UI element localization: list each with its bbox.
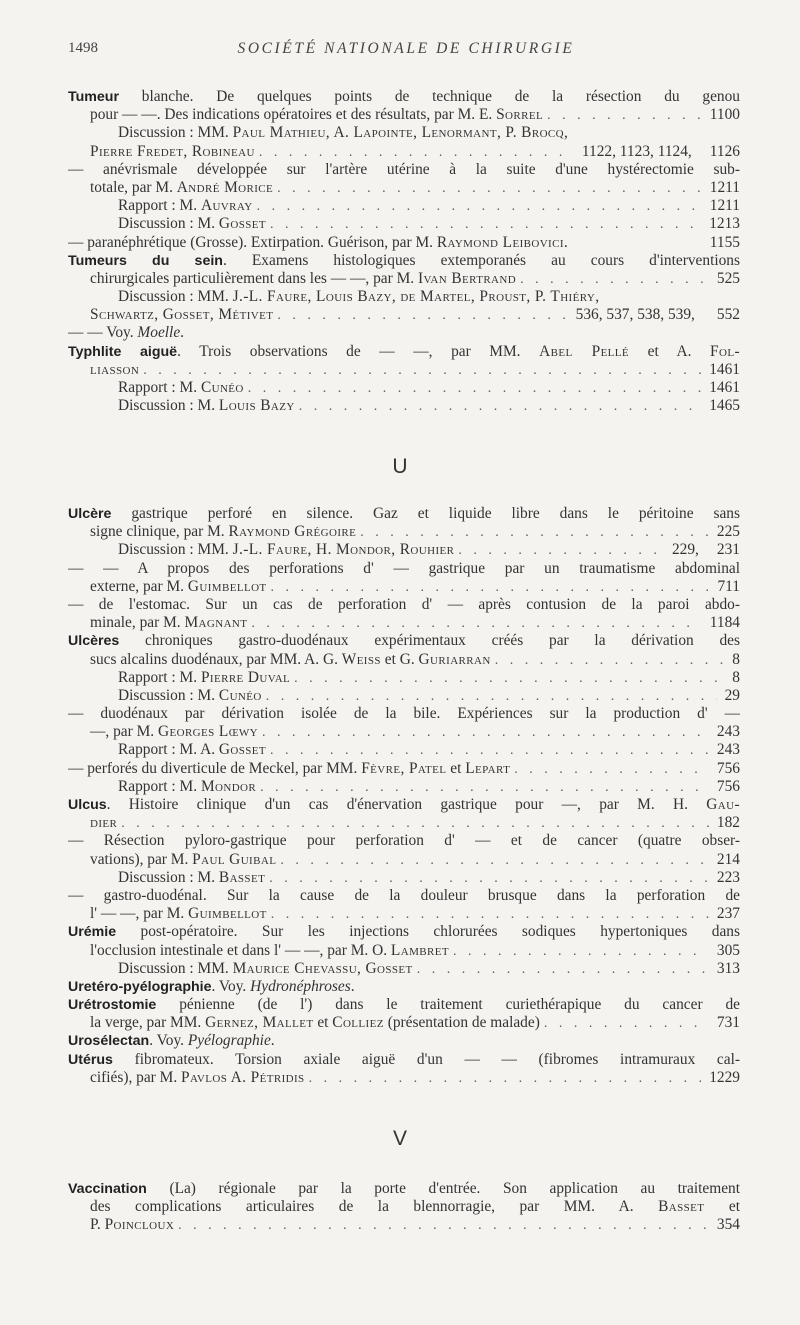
page-ref: 756: [716, 759, 740, 777]
entry-keyword: Ulcus: [68, 797, 107, 813]
page-ref: 8: [732, 650, 740, 668]
entry-keyword: Urétrostomie: [68, 997, 157, 1014]
entry-keyword: Urosélectan: [68, 1033, 150, 1050]
page-ref: 29: [724, 686, 740, 704]
author-name: Lepart: [465, 759, 511, 777]
index-line: Urétrostomie pénienne (de l') dans le traitement curiethérapique du cancer de: [68, 996, 740, 1014]
index-entries: [68, 88, 740, 415]
index-line: Rapport : M. A. Gosset . . . 243: [68, 741, 740, 759]
section-letter-v: V: [392, 1127, 407, 1150]
index-line: Discussion : MM. J.-L. Faure, Louis Bazy, de Martel, Proust, P. Thiéry,: [118, 288, 600, 306]
page-ref: 525: [716, 269, 740, 287]
page-ref: 1155: [709, 233, 740, 251]
author-name: Magnant: [184, 614, 248, 632]
author-name: Georges Lœwy: [157, 723, 259, 741]
index-line: Rapport : M. Cunéo . . . 1461: [68, 379, 740, 397]
author-name: Guriarran: [418, 650, 491, 668]
index-line: — Résection pyloro-gastrique pour perforation d' — et de cancer (quatre obser-: [68, 832, 740, 850]
author-name: Colliez: [332, 1014, 384, 1032]
page-ref: 1126: [709, 142, 740, 160]
author-name: Gosset: [218, 215, 267, 233]
index-line: — gastro-duodénal. Sur la cause de la douleur brusque dans la perforation de: [68, 886, 740, 904]
page-ref: 223: [716, 868, 740, 886]
author-name: dier: [90, 814, 118, 832]
page-ref: 711: [717, 577, 740, 595]
page-ref: 552: [716, 306, 740, 324]
page-ref: 1211: [709, 178, 740, 196]
index-line: signe clinique, par M. Raymond Grégoire . . . 225: [68, 523, 740, 541]
index-line: Urémie post-opératoire. Sur les injections chlorurées sodiques hypertoniques dans: [68, 923, 740, 941]
author-name: Lambret: [390, 941, 449, 959]
index-line: — de l'estomac. Sur un cas de perforation d' — après contusion de la paroi abdo-: [68, 595, 740, 613]
index-line: Tumeur blanche. De quelques points de technique de la résection du genou: [68, 88, 740, 105]
index-entries-u: [68, 505, 740, 1087]
index-line: Rapport : M. Pierre Duval . . . 8: [68, 669, 740, 687]
author-name: liasson: [90, 360, 140, 378]
index-line: Tumeurs du sein. Examens histologiques extemporanés au cours d'interventions: [68, 251, 740, 269]
index-line: l' — —, par M. Guimbellot . . . 237: [68, 905, 740, 923]
index-line: Rapport : M. Mondor . . . 756: [68, 778, 740, 796]
author-name: Poincloux: [104, 1216, 175, 1234]
index-line: la verge, par MM. Gernez, Mallet et Colliez (présentation de malade) . . . 731: [68, 1014, 740, 1032]
index-line: Discussion : M. Basset . . . 223: [68, 869, 740, 887]
author-name: Fèvre, Patel: [361, 759, 447, 777]
page-ref: 229,: [671, 541, 699, 559]
author-name: André Morice: [176, 178, 274, 196]
author-name: J.-L. Faure, H. Mondor, Rouhier: [232, 541, 455, 559]
index-line: [68, 143, 740, 161]
index-line: totale, par M. André Morice . . . 1211: [68, 179, 740, 197]
entry-keyword: Typhlite aiguë: [68, 343, 178, 360]
author-name: Guimbellot: [187, 577, 267, 595]
author-name: Paul Guibal: [192, 850, 277, 868]
index-line: Ulcère gastrique perforé en silence. Gaz et liquide libre dans le péritoine sans: [68, 505, 740, 522]
author-name: J.-L. Faure, Louis Bazy, de Martel, Proust, P. Thiéry,: [232, 288, 600, 306]
page-ref: 182: [716, 814, 740, 832]
page-ref: 237: [716, 905, 740, 923]
index-line: — — Voy. Moelle.: [68, 324, 185, 342]
author-name: Gosset: [218, 741, 267, 759]
page-ref: 536, 537, 538, 539,: [575, 306, 695, 324]
index-entries-v: [68, 1180, 740, 1235]
index-line: Ulcères chroniques gastro-duodénaux expérimentaux créés par la dérivation des: [68, 632, 740, 650]
index-line: minale, par M. Magnant . . . 1184: [68, 614, 740, 632]
author-name: Gernez, Mallet: [205, 1014, 314, 1032]
entry-keyword: Urémie: [68, 924, 117, 941]
author-name: Auvray: [200, 197, 253, 215]
page-ref: 214: [716, 850, 740, 868]
index-line: Ulcus. Histoire clinique d'un cas d'énervation gastrique pour —, par M. H. Gau-: [68, 796, 740, 813]
author-name: Basset: [658, 1198, 705, 1216]
entry-keyword: Tumeur: [68, 89, 119, 105]
page-ref: 756: [716, 777, 740, 795]
author-name: Schwartz, Gosset, Métivet: [90, 306, 274, 324]
page-ref: 1100: [709, 106, 740, 124]
index-line: pour — —. Des indications opératoires et des résultats, par M. E. Sorrel . . . 1100: [68, 106, 740, 124]
index-line: des complications articulaires de la blennorragie, par MM. A. Basset et: [90, 1198, 740, 1216]
index-line: Discussion : MM. Maurice Chevassu, Gosset . . . 313: [68, 960, 740, 978]
index-line: sucs alcalins duodénaux, par MM. A. G. Weiss et G. Guriarran . . . 8: [68, 651, 740, 669]
author-name: Mondor: [200, 777, 257, 795]
author-name: Pierre Fredet, Robineau: [90, 142, 255, 160]
index-line: Utérus fibromateux. Torsion axiale aiguë d'un — — (fibromes intramuraux cal-: [68, 1050, 740, 1068]
page-ref: 1461: [709, 360, 740, 378]
entry-keyword: Vaccination: [68, 1181, 147, 1197]
author-name: Pierre Duval: [200, 668, 291, 686]
page-ref: 731: [716, 1014, 740, 1032]
page-ref: 1211: [709, 197, 740, 215]
index-line: l'occlusion intestinale et dans l' — —, par M. O. Lambret . . . 305: [68, 942, 740, 960]
author-name: Fol-: [710, 342, 740, 360]
page-ref: 354: [716, 1216, 740, 1234]
author-name: Guimbellot: [188, 905, 267, 923]
cross-reference: Pyélographie: [187, 1032, 271, 1050]
index-line: — paranéphrétique (Grosse). Extirpation. Guérison, par M. Raymond Leibovici. 1155: [68, 233, 740, 251]
author-name: Sorrel: [496, 106, 544, 124]
page-ref: 243: [716, 723, 740, 741]
index-line: [68, 814, 740, 832]
author-name: Maurice Chevassu, Gosset: [232, 959, 413, 977]
page-ref: 231: [716, 541, 740, 559]
entry-keyword: Utérus: [68, 1051, 113, 1068]
index-line: Discussion : M. Cunéo . . . 29: [68, 687, 740, 705]
index-line: chirurgicales particulièrement dans les — —, par M. Ivan Bertrand . . . 525: [68, 270, 740, 288]
index-line: —, par M. Georges Lœwy . . . 243: [68, 723, 740, 741]
page-ref: 1465: [709, 397, 740, 415]
author-name: Abel Pellé: [539, 342, 630, 360]
page-ref: 1213: [709, 215, 740, 233]
page-ref: 243: [716, 741, 740, 759]
page-ref: 1122, 1123, 1124,: [581, 142, 692, 160]
index-line: Discussion : M. Gosset . . . 1213: [68, 215, 740, 233]
entry-keyword: Uretéro-pyélographie: [68, 978, 212, 995]
running-title: SOCIÉTÉ NATIONALE DE CHIRURGIE: [237, 40, 575, 57]
cross-reference: Hydronéphroses: [250, 977, 351, 995]
index-line: Uretéro-pyélographie. Voy. Hydronéphroses.: [68, 977, 355, 995]
entry-keyword: Ulcère: [68, 506, 112, 522]
index-line: Discussion : M. Louis Bazy . . . 1465: [68, 397, 740, 415]
index-line: — duodénaux par dérivation isolée de la bile. Expériences sur la production d' —: [68, 705, 740, 723]
index-line: — perforés du diverticule de Meckel, par MM. Fèvre, Patel et Lepart . . . 756: [68, 760, 740, 778]
page-ref: 225: [716, 523, 740, 541]
index-line: — — A propos des perforations d' — gastrique par un traumatisme abdominal: [68, 559, 740, 577]
running-header: [68, 40, 744, 66]
author-name: Basset: [218, 868, 266, 886]
entry-keyword: Ulcères: [68, 633, 120, 650]
index-line: externe, par M. Guimbellot . . . 711: [68, 578, 740, 596]
index-line: Vaccination (La) régionale par la porte d'entrée. Son application au traitement: [68, 1180, 740, 1197]
page-ref: 1229: [709, 1068, 740, 1086]
author-name: Ivan Bertrand: [417, 269, 517, 287]
author-name: Louis Bazy: [218, 397, 295, 415]
author-name: Raymond Grégoire: [228, 523, 357, 541]
cross-reference: Moelle: [137, 324, 181, 342]
page-ref: 313: [716, 959, 740, 977]
index-line: vations), par M. Paul Guibal . . . 214: [68, 851, 740, 869]
index-line: [68, 306, 740, 324]
index-line: Typhlite aiguë. Trois observations de — —, par MM. Abel Pellé et A. Fol-: [68, 342, 740, 360]
page-ref: 1461: [709, 379, 740, 396]
index-line: [68, 361, 740, 379]
entry-keyword: Tumeurs du sein: [68, 252, 223, 269]
index-line: cifiés), par M. Pavlos A. Pétridis . . . 1229: [68, 1069, 740, 1087]
index-line: Urosélectan. Voy. Pyélographie.: [68, 1032, 275, 1050]
page-ref: 1184: [709, 614, 740, 632]
index-line: Discussion : MM. J.-L. Faure, H. Mondor, Rouhier . . . 229, 231: [68, 541, 740, 559]
page-ref: 305: [716, 941, 740, 959]
index-line: Discussion : MM. Paul Mathieu, A. Lapointe, Lenormant, P. Brocq,: [118, 124, 569, 142]
author-name: Paul Mathieu, A. Lapointe, Lenormant, P. Brocq,: [232, 124, 569, 142]
author-name: Raymond Leibovici.: [436, 233, 569, 251]
author-name: Weiss: [341, 650, 381, 668]
page-ref: 8: [732, 668, 740, 686]
section-letter-u: U: [392, 455, 408, 478]
page-number: 1498: [68, 40, 98, 56]
index-line: — anévrismale développée sur l'artère utérine à la suite d'une hystérectomie sub-: [68, 160, 740, 178]
author-name: Cunéo: [218, 686, 262, 704]
author-name: Cunéo: [200, 379, 244, 396]
index-line: P. Poincloux . . . 354: [68, 1216, 740, 1234]
author-name: Pavlos A. Pétridis: [181, 1068, 305, 1086]
index-line: Rapport : M. Auvray . . . 1211: [68, 197, 740, 215]
author-name: Gau-: [706, 796, 740, 813]
